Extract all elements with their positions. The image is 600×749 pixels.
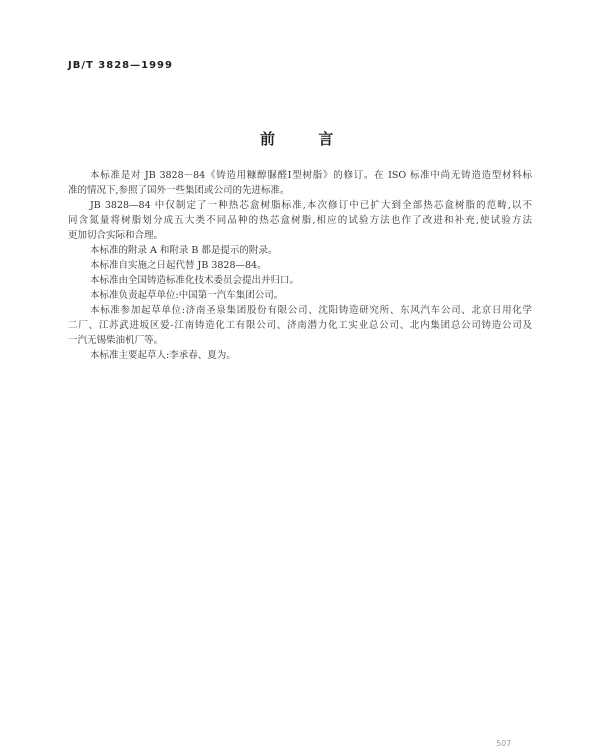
text-line: 本标准参加起草单位:济南圣泉集团股份有限公司、沈阳铸造研究所、东风汽车公司、北京日用化学 [90, 305, 532, 316]
text-line: 同含氮量将树脂划分成五大类不同品种的热芯盒树脂,相应的试验方法也作了改进和补充,使试验方法 [68, 215, 532, 226]
page-number: 507 [496, 739, 512, 748]
paragraph-participating-units [68, 303, 532, 348]
paragraph-committee [68, 273, 532, 288]
text-line: JB 3828—84 中仅制定了一种热芯盒树脂标准,本次修订中已扩大到全部热芯盒树脂的范畴,以不 [90, 200, 532, 211]
paragraph-revision [68, 168, 532, 198]
text-line: 准的情况下,参照了国外一些集团或公司的先进标准。 [68, 185, 290, 196]
text-line: 二厂、江苏武进坂区爱-江南铸造化工有限公司、济南潜力化工实业总公司、北内集团总公司铸造公司及 [68, 320, 532, 331]
text-line: 本标准由全国铸造标准化技术委员会提出并归口。 [90, 275, 300, 286]
paragraph-main-drafters [68, 348, 532, 363]
text-line: 本标准是对 JB 3828－84《铸造用糠醇脲醛Ⅰ型树脂》的修订。在 ISO 标准中尚无铸造造型材料标 [90, 170, 532, 181]
standard-code-header: JB/T 3828—1999 [68, 60, 173, 71]
text-line: 本标准主要起草人:李承春、夏为。 [90, 350, 236, 361]
paragraph-scope-change [68, 198, 532, 243]
paragraph-appendix [68, 243, 532, 258]
text-line: 一汽无锡柴油机厂等。 [68, 335, 164, 346]
text-line: 本标准的附录 A 和附录 B 都是提示的附录。 [90, 245, 278, 256]
text-line: 本标准负责起草单位:中国第一汽车集团公司。 [90, 290, 284, 301]
page-title: 前 言 [260, 130, 353, 148]
text-line: 本标准自实施之日起代替 JB 3828—84。 [90, 260, 267, 271]
preface-body [68, 168, 532, 363]
text-line: 更加切合实际和合理。 [68, 230, 164, 241]
paragraph-lead-drafter [68, 288, 532, 303]
paragraph-replacement [68, 258, 532, 273]
